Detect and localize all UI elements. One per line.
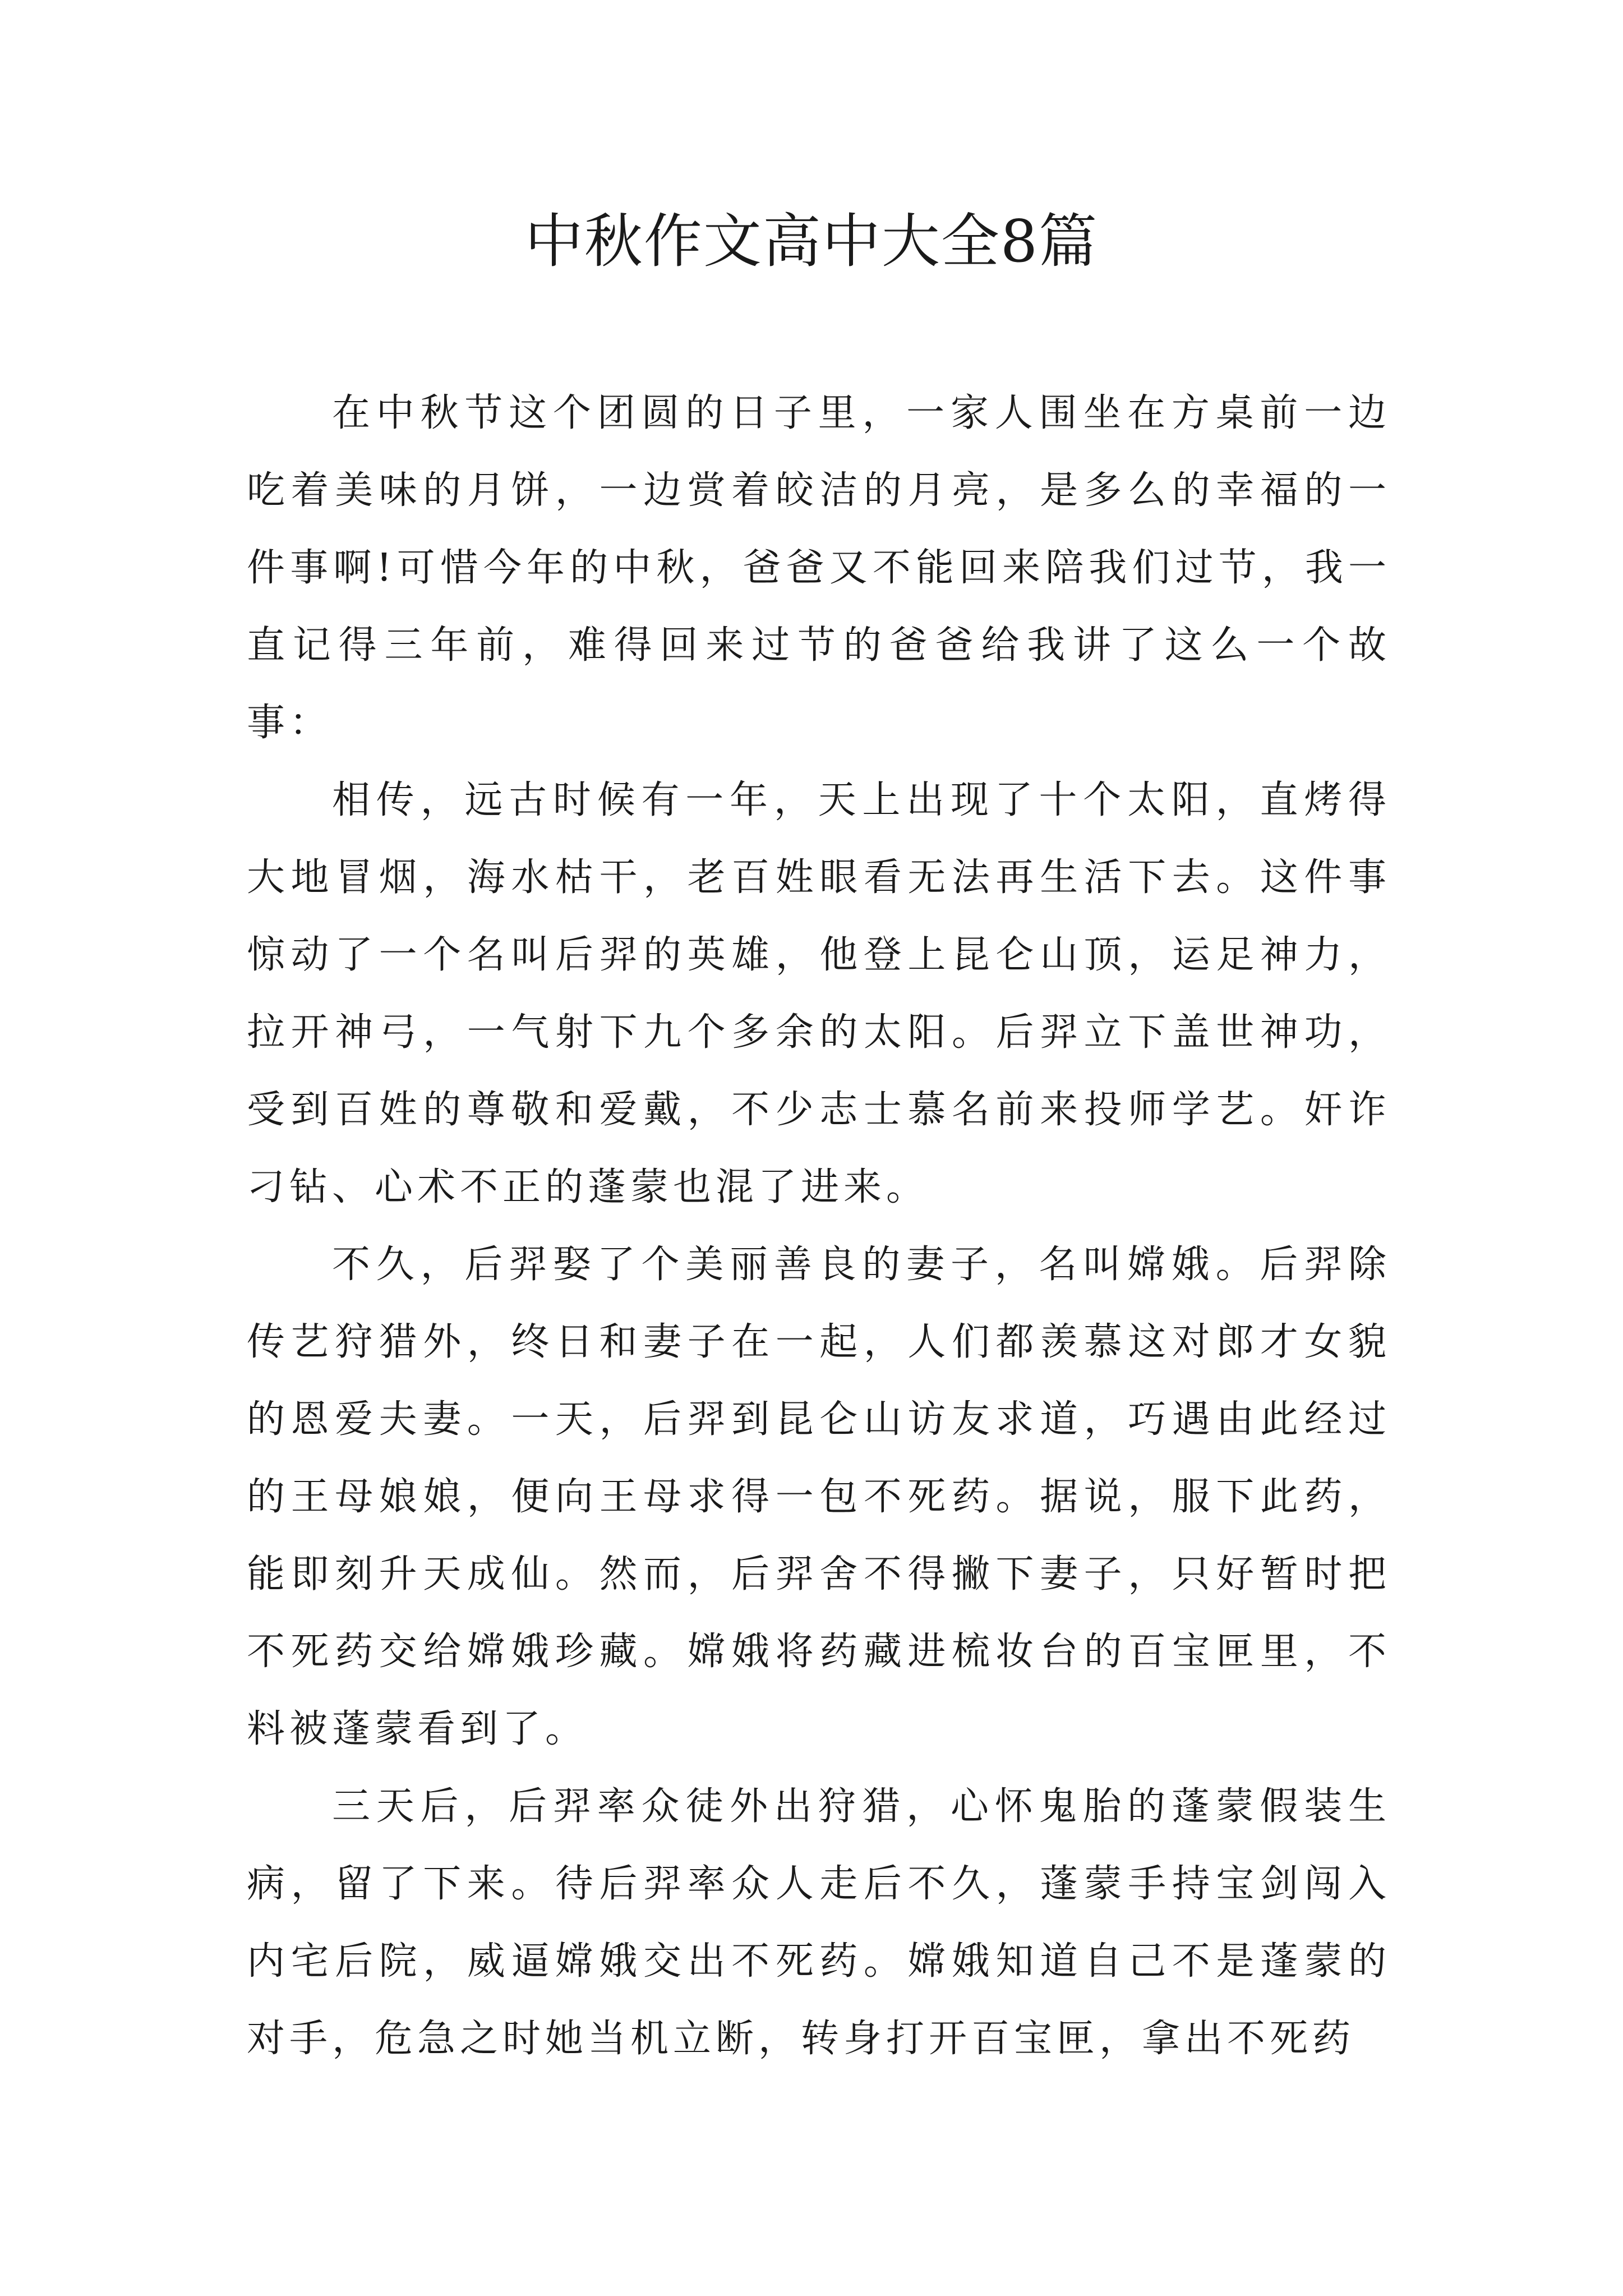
paragraph-3: 不久，后羿娶了个美丽善良的妻子，名叫嫦娥。后羿除传艺狩猎外，终日和妻子在一起，人们都羡慕这对郎才女貌的恩爱夫妻。一天，后羿到昆仑山访友求道，巧遇由此经过的王母娘娘，便向王母求得一包不死药。据说，服下此药，能即刻升天成仙。然而，后羿舍不得撇下妻子，只好暂时把不死药交给嫦娥珍藏。嫦娥将药藏进梳妆台的百宝匣里，不料被蓬蒙看到了。 — [247, 1243, 1391, 1751]
document-title: 中秋作文高中大全8篇 — [524, 207, 1099, 275]
paragraph-4: 三天后，后羿率众徒外出狩猎，心怀鬼胎的蓬蒙假装生病，留了下来。待后羿率众人走后不久，蓬蒙手持宝剑闯入内宅后院，威逼嫦娥交出不死药。嫦娥知道自己不是蓬蒙的对手，危急之时她当机立断，转身打开百宝匣，拿出不死药 — [247, 1784, 1391, 2061]
paragraph-2: 相传，远古时候有一年，天上出现了十个太阳，直烤得大地冒烟，海水枯干，老百姓眼看无法再生活下去。这件事惊动了一个名叫后羿的英雄，他登上昆仑山顶，运足神力，拉开神弓，一气射下九个多余的太阳。后羿立下盖世神功，受到百姓的尊敬和爱戴，不少志士慕名前来投师学艺。奸诈刁钻、心术不正的蓬蒙也混了进来。 — [247, 778, 1391, 1209]
document-body — [247, 375, 1391, 2078]
paragraph-1: 在中秋节这个团圆的日子里，一家人围坐在方桌前一边吃着美味的月饼，一边赏着皎洁的月亮，是多么的幸福的一件事啊!可惜今年的中秋，爸爸又不能回来陪我们过节，我一直记得三年前，难得回来过节的爸爸给我讲了这么一个故事： — [247, 391, 1391, 745]
